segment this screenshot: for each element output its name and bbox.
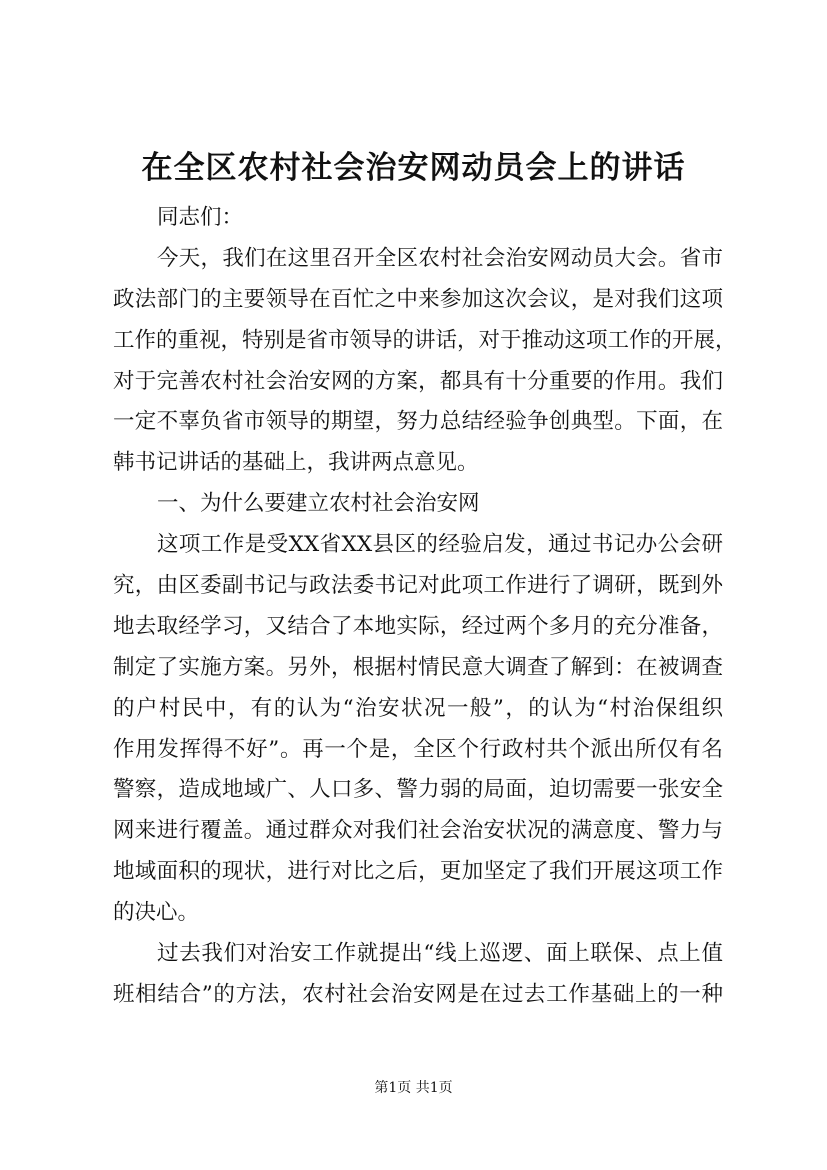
paragraph-line: 网来进行覆盖。通过群众对我们社会治安状况的满意度、警力与 [113,818,723,844]
paragraph-line: 警察，造成地域广、人口多、警力弱的局面，迫切需要一张安全 [113,777,723,803]
document-body [113,198,737,1016]
paragraph-line: 的决心。 [113,900,200,926]
paragraph-line: 的户村民中，有的认为“治安状况一般”，的认为“村治保组织 [113,695,723,721]
page-title: 在全区农村社会治安网动员会上的讲话 [141,150,686,186]
paragraph-line: 制定了实施方案。另外，根据村情民意大调查了解到：在被调查 [113,654,723,680]
salutation-line: 同志们： [157,205,244,230]
page-number-footer: 第1页 共1页 [374,1080,453,1096]
paragraph-line: 地域面积的现状，进行对比之后，更加坚定了我们开展这项工作 [113,859,723,885]
paragraph-line: 班相结合”的方法，农村社会治安网是在过去工作基础上的一种 [113,981,723,1007]
section-heading: 一、为什么要建立农村社会治安网 [157,491,480,517]
paragraph-line: 一定不辜负省市领导的期望，努力总结经验争创典型。下面，在 [113,409,723,435]
paragraph-line: 工作的重视，特别是省市领导的讲话，对于推动这项工作的开展， [113,327,737,353]
paragraph-line: 这项工作是受XX省XX县区的经验启发，通过书记办公会研 [157,532,723,558]
paragraph-line: 韩书记讲话的基础上，我讲两点意见。 [113,450,479,476]
paragraph-line: 作用发挥得不好”。再一个是，全区个行政村共个派出所仅有名 [113,736,723,762]
paragraph-line: 今天，我们在这里召开全区农村社会治安网动员大会。省市 [157,245,723,271]
paragraph-line: 对于完善农村社会治安网的方案，都具有十分重要的作用。我们 [113,368,723,394]
paragraph-line: 究，由区委副书记与政法委书记对此项工作进行了调研，既到外 [113,573,723,599]
paragraph-line: 过去我们对治安工作就提出“线上巡逻、面上联保、点上值 [157,941,723,967]
paragraph-line: 政法部门的主要领导在百忙之中来参加这次会议，是对我们这项 [113,286,723,312]
paragraph-line: 地去取经学习，又结合了本地实际，经过两个多月的充分准备， [113,613,723,639]
